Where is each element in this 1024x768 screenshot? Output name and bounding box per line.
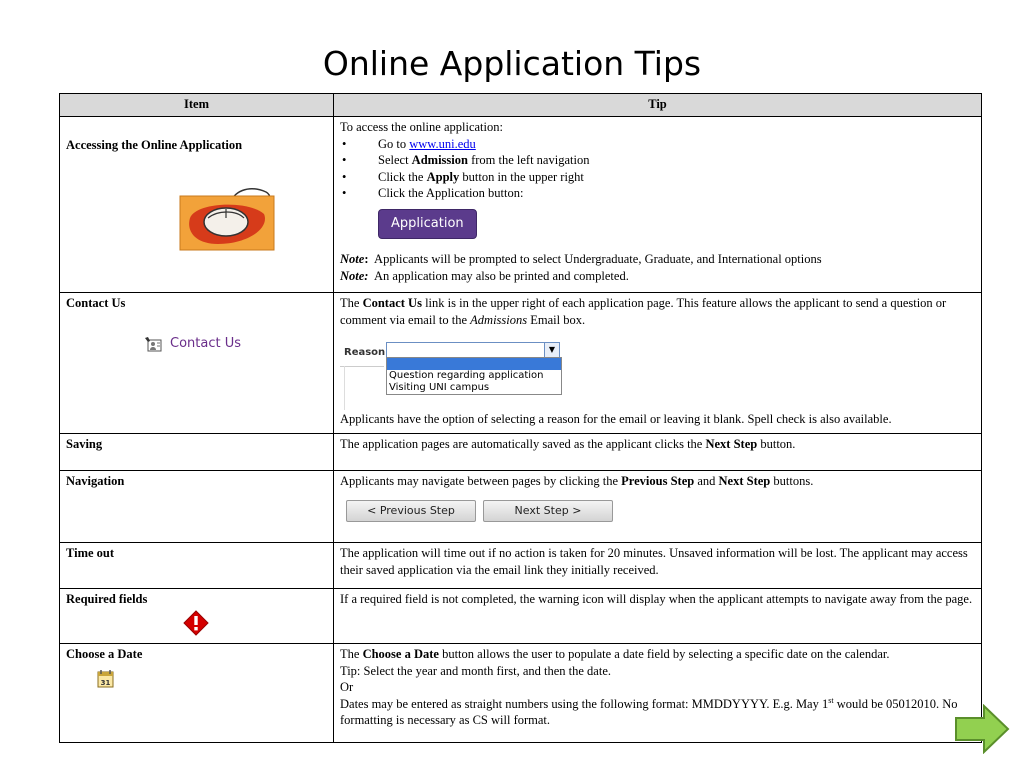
note-label: Note: [340,268,369,283]
tip-text: Or [340,680,354,694]
chevron-down-icon[interactable]: ▼ [544,343,559,357]
application-button[interactable]: Application [378,209,477,240]
header-tip: Tip [334,94,982,117]
list-item-text: Go to [378,136,410,151]
reason-label: Reason [344,347,386,358]
reason-options-list [386,357,562,395]
table-row [60,543,982,589]
item-cell [60,644,334,743]
tip-cell [334,543,982,589]
item-cell [60,117,334,293]
contact-us-link[interactable] [144,336,327,353]
item-cell [60,543,334,589]
table-row [60,434,982,471]
tip-text: The application pages are automatically saved as the applicant clicks the [340,437,706,451]
admission-term: Admission [411,153,468,167]
tip-cell [334,589,982,644]
note-text: Applicants will be prompted to select Undergraduate, Graduate, and International options [374,252,822,266]
item-label: Navigation [66,474,125,488]
header-row [60,94,982,117]
tip-text: The Contact Us link is in the upper right of each application page. This feature allows the applicant to send a question or comment via email to the Admissions Email box. [340,296,947,327]
tip-text: If a required field is not completed, the warning icon will display when the applicant attempts to navigate away from the page. [340,592,973,606]
list-item [340,185,975,202]
svg-text:31: 31 [100,678,111,687]
tip-text: Dates may be entered as straight numbers using the following format: MMDDYYYY. E.g. May 1st would be 05012010. No formatting is necessary as CS will format. [340,695,958,727]
list-item[interactable]: Question regarding application [389,370,544,381]
slide-title: Online Application Tips [322,44,702,83]
list-item[interactable] [387,358,561,370]
table-row [60,471,982,543]
tip-cell [334,293,982,434]
tip-cell [334,117,982,293]
next-step-term: Next Step [705,437,758,451]
contact-us-label: Contact Us [170,335,241,351]
list-item [340,136,975,153]
item-label: Accessing the Online Application [66,138,243,152]
tips-table [59,93,982,743]
list-item-text: button in the upper right [459,169,584,184]
tip-text: The application will time out if no action is taken for 20 minutes. Unsaved information will be lost. The applicant may access their saved application via the email link they initially received. [340,546,968,577]
apply-term: Apply [426,169,460,184]
list-item-text: Click the [378,169,427,184]
table-row [60,644,982,743]
tip-text: The Choose a Date button allows the user to populate a date field by selecting a specific date on the calendar. [340,647,890,661]
tip-text: Tip: Select the year and month first, and then the date. [340,663,612,678]
note-2 [340,268,975,285]
header-item: Item [60,94,334,117]
divider [340,366,384,367]
tip-cell [334,644,982,743]
tip-text: button. [757,437,796,451]
next-slide-arrow-icon[interactable] [954,704,1010,754]
next-step-button[interactable]: Next Step > [483,500,613,522]
item-label: Contact Us [66,296,126,310]
previous-step-button[interactable]: < Previous Step [346,500,476,522]
item-label: Required fields [66,592,148,606]
item-label: Saving [66,437,103,451]
nav-buttons [346,500,975,522]
contact-card-icon [144,336,162,352]
divider [344,366,345,410]
tip-text: Applicants have the option of selecting a reason for the email or leaving it blank. Spell check is also available. [340,412,892,426]
item-cell [60,293,334,434]
note-text: An application may also be printed and completed. [374,268,629,283]
table-row [60,589,982,644]
table-row [60,293,982,434]
reason-select[interactable] [386,342,560,358]
table-row [60,117,982,293]
item-cell [60,589,334,644]
uni-website-link[interactable]: www.uni.edu [409,136,476,151]
warning-icon [183,610,209,636]
note-label: Note [340,252,365,266]
list-item-text: Select [378,153,412,167]
item-cell [60,471,334,543]
tip-cell [334,471,982,543]
computer-mouse-icon [178,182,276,252]
list-item-text: Click the Application button: [378,186,524,200]
note-1: Note: Applicants will be prompted to select Undergraduate, Graduate, and International options [340,252,822,266]
list-item [340,169,975,186]
list-item[interactable]: Visiting UNI campus [389,382,490,393]
list-item-text: from the left navigation [467,153,590,167]
item-cell [60,434,334,471]
calendar-icon [96,669,116,689]
tip-cell [334,434,982,471]
item-label: Choose a Date [66,647,143,661]
tip-text: Applicants may navigate between pages by clicking the Previous Step and Next Step buttons. [340,474,814,488]
item-label: Time out [66,546,115,560]
reason-dropdown-sample [340,336,975,411]
tip-text: To access the online application: [340,120,503,134]
list-item [340,152,975,169]
access-steps-list [340,136,975,202]
